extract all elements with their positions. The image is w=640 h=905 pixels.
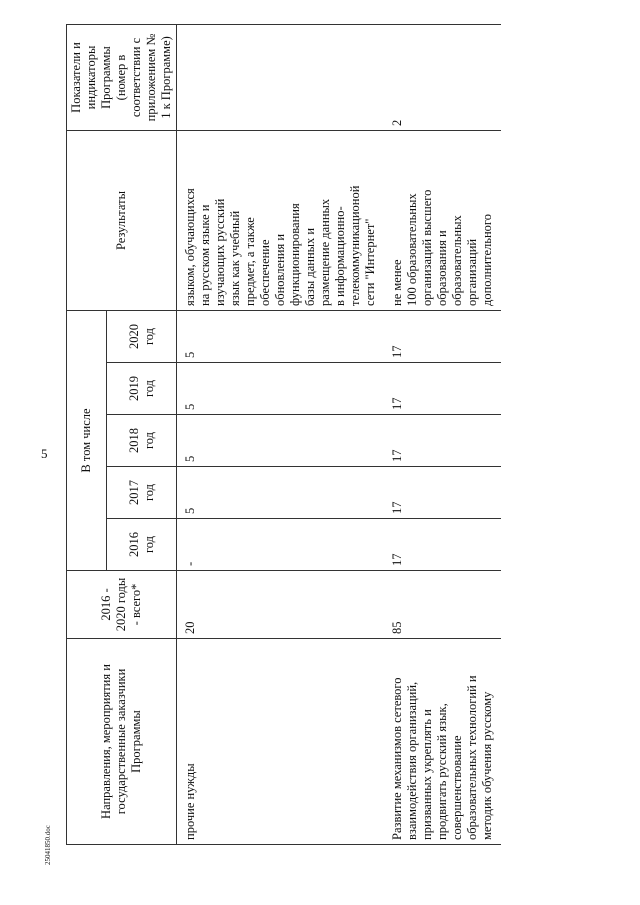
cell-direction: прочие нужды [177, 639, 385, 845]
cell-indicators: 2 [384, 25, 501, 131]
cell-indicators [177, 25, 385, 131]
cell-2020: 17 [384, 311, 501, 363]
cell-2018: 17 [384, 415, 501, 467]
cell-total: 20 [177, 571, 385, 639]
header-indicators: Показатели и индикаторы Программы (номер в соответствии с приложением № 1 к Программе) [67, 25, 177, 131]
cell-2016: 17 [384, 519, 501, 571]
table-row [177, 25, 385, 845]
program-table [66, 24, 501, 845]
header-year-2017: 2017 год [107, 467, 177, 519]
table-header [67, 25, 177, 845]
cell-2017: 5 [177, 467, 385, 519]
header-year-2019: 2019 год [107, 363, 177, 415]
cell-results: языком, обучающихся на русском языке и изучающих русский язык как учебный предмет, а также обеспечение обновления и функционирования базы данных и размещение данных в информационно- телекоммуникационой сети "Интернет" [177, 131, 385, 311]
header-year-2018: 2018 год [107, 415, 177, 467]
header-results: Результаты [67, 131, 177, 311]
cell-2018: 5 [177, 415, 385, 467]
cell-2019: 5 [177, 363, 385, 415]
cell-2020: 5 [177, 311, 385, 363]
cell-2017: 17 [384, 467, 501, 519]
page-number: 5 [41, 446, 48, 461]
cell-total: 85 [384, 571, 501, 639]
table-body [177, 25, 502, 845]
cell-2019: 17 [384, 363, 501, 415]
header-year-2020: 2020 год [107, 311, 177, 363]
cell-direction: Развитие механизмов сетевого взаимодействия организаций, призванных укреплять и продвигать русский язык, совершенствование образовательных технологий и методик обучения русскому [384, 639, 501, 845]
header-total: 2016 - 2020 годы - всего* [67, 571, 177, 639]
table-row [384, 25, 501, 845]
header-year-2016: 2016 год [107, 519, 177, 571]
header-directions: Направления, мероприятия и государственные заказчики Программы [67, 639, 177, 845]
header-group-including: В том числе [67, 311, 107, 571]
cell-results: не менее 100 образовательных организаций высшего образования и образовательных организаций дополнительного [384, 131, 501, 311]
cell-2016: - [177, 519, 385, 571]
footer-file-code: 25041850.doc [44, 825, 52, 865]
